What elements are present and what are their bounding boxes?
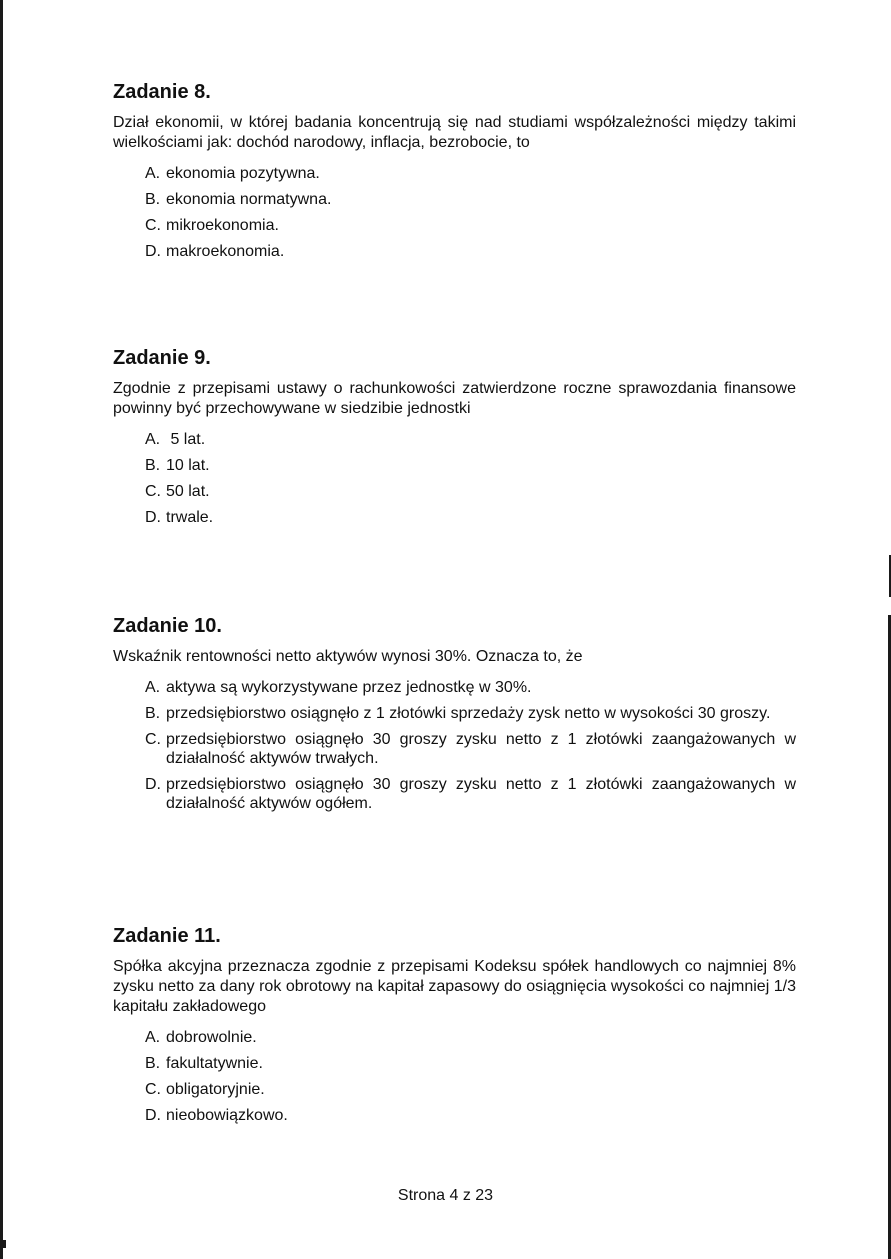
answer-options — [145, 678, 796, 813]
option-text: przedsiębiorstwo osiągnęło z 1 złotówki sprzedaży zysk netto w wysokości 30 groszy. — [166, 705, 771, 722]
option-text: 10 lat. — [166, 457, 210, 474]
option-text: aktywa są wykorzystywane przez jednostkę w 30%. — [166, 679, 532, 696]
task-question: Zgodnie z przepisami ustawy o rachunkowości zatwierdzone roczne sprawozdania finansowe powinny być przechowywane w siedzibie jednostki — [113, 380, 796, 417]
option-text: ekonomia pozytywna. — [166, 165, 320, 182]
task-question: Spółka akcyjna przeznacza zgodnie z przepisami Kodeksu spółek handlowych co najmniej 8% zysku netto za dany rok obrotowy na kapitał zapasowy do osiągnięcia wysokości co najmniej 1/3 kapitału zakładowego — [113, 958, 796, 1015]
task-question: Dział ekonomii, w której badania koncentrują się nad studiami współzależności między takimi wielkościami jak: dochód narodowy, inflacja, bezrobocie, to — [113, 114, 796, 151]
task-title: Zadanie 9. — [113, 347, 211, 369]
option-letter: B. — [145, 457, 161, 474]
answer-option-a[interactable] — [145, 1028, 796, 1047]
option-letter: B. — [145, 705, 161, 722]
scan-border-left — [0, 0, 3, 1259]
answer-option-d[interactable] — [145, 508, 796, 527]
task-11 — [113, 924, 796, 1132]
answer-option-c[interactable] — [145, 216, 796, 235]
option-text: nieobowiązkowo. — [166, 1107, 288, 1124]
answer-option-b[interactable] — [145, 190, 796, 209]
option-text: 50 lat. — [166, 483, 210, 500]
option-text: fakultatywnie. — [166, 1055, 263, 1072]
option-letter: C. — [145, 1081, 161, 1098]
option-text: przedsiębiorstwo osiągnęło 30 groszy zysku netto z 1 złotówki zaangażowanych w działalność aktywów ogółem. — [166, 776, 796, 812]
answer-options — [145, 430, 796, 527]
answer-option-b[interactable] — [145, 704, 796, 723]
answer-option-c[interactable] — [145, 482, 796, 501]
option-letter: A. — [145, 431, 161, 448]
answer-option-d[interactable] — [145, 242, 796, 261]
task-8 — [113, 80, 796, 268]
option-letter: A. — [145, 679, 161, 696]
task-title: Zadanie 8. — [113, 81, 211, 103]
option-text: obligatoryjnie. — [166, 1081, 265, 1098]
option-letter: B. — [145, 191, 161, 208]
answer-option-b[interactable] — [145, 1054, 796, 1073]
task-question: Wskaźnik rentowności netto aktywów wynosi 30%. Oznacza to, że — [113, 648, 583, 665]
option-text: ekonomia normatywna. — [166, 191, 332, 208]
answer-option-a[interactable] — [145, 678, 796, 697]
option-text: makroekonomia. — [166, 243, 285, 260]
option-letter: B. — [145, 1055, 161, 1072]
answer-options — [145, 1028, 796, 1125]
task-9 — [113, 346, 796, 534]
option-letter: A. — [145, 1029, 161, 1046]
page-number: Strona 4 z 23 — [397, 1187, 494, 1204]
option-letter: D. — [145, 776, 161, 793]
answer-option-b[interactable] — [145, 456, 796, 475]
answer-option-a[interactable] — [145, 164, 796, 183]
task-title: Zadanie 10. — [113, 615, 222, 637]
task-title: Zadanie 11. — [113, 925, 221, 947]
option-letter: D. — [145, 509, 161, 526]
option-letter: C. — [145, 217, 161, 234]
answer-option-c[interactable] — [145, 1080, 796, 1099]
option-text: dobrowolnie. — [166, 1029, 257, 1046]
option-letter: D. — [145, 243, 161, 260]
answer-option-d[interactable] — [145, 775, 796, 813]
option-letter: D. — [145, 1107, 161, 1124]
option-letter: C. — [145, 731, 161, 748]
option-letter: A. — [145, 165, 161, 182]
option-text: trwale. — [166, 509, 214, 526]
scan-mark — [0, 1240, 6, 1248]
option-text: przedsiębiorstwo osiągnęło 30 groszy zysku netto z 1 złotówki zaangażowanych w działalność aktywów trwałych. — [166, 731, 796, 767]
answer-option-d[interactable] — [145, 1106, 796, 1125]
option-text: mikroekonomia. — [166, 217, 279, 234]
option-letter: C. — [145, 483, 161, 500]
answer-options — [145, 164, 796, 261]
option-text: 5 lat. — [166, 431, 206, 448]
task-10 — [113, 614, 796, 820]
answer-option-c[interactable] — [145, 730, 796, 768]
answer-option-a[interactable] — [145, 430, 796, 449]
